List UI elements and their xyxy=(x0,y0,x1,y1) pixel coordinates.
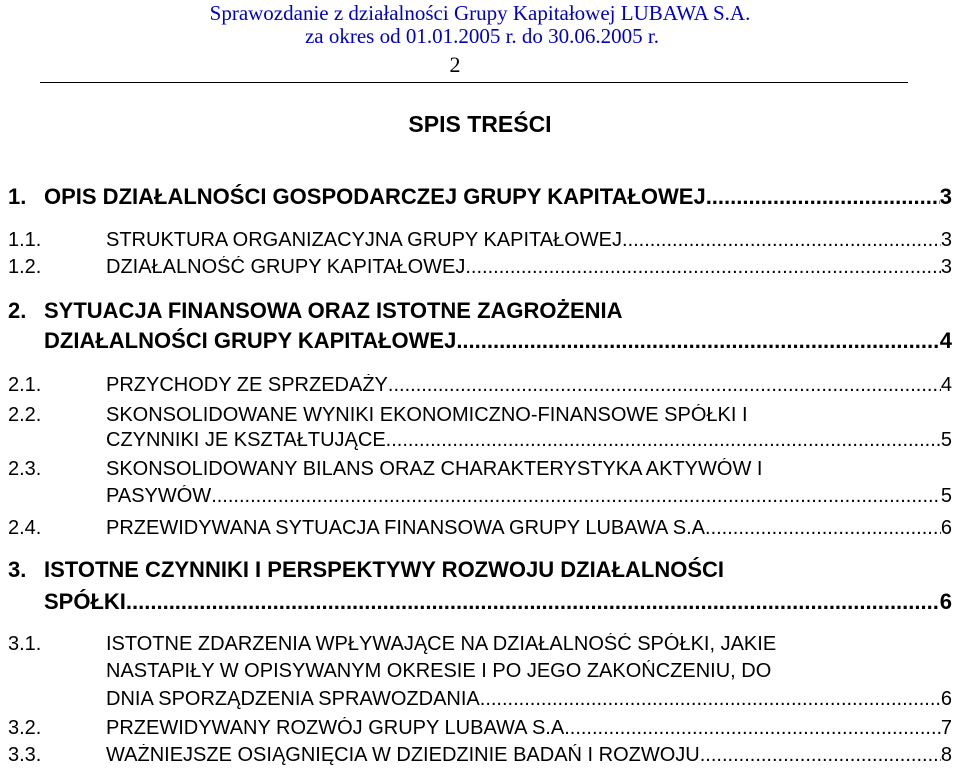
toc-entry-label: PRZYCHODY ZE SPRZEDAŻY xyxy=(106,374,388,396)
toc-entry-number: 2.2. xyxy=(8,404,42,426)
toc-entry-number: 2. xyxy=(8,298,27,323)
toc-entry-page: 3 xyxy=(940,256,952,278)
toc-entry-page: 6 xyxy=(940,688,952,710)
toc-entry-label-continued: DZIAŁALNOŚCI GRUPY KAPITAŁOWEJ xyxy=(44,328,457,353)
dot-leader xyxy=(388,374,941,397)
dot-leader xyxy=(622,229,941,252)
toc-entry-label: PRZEWIDYWANA SYTUACJA FINANSOWA GRUPY LUBAWA S.A. xyxy=(106,517,711,539)
toc-entry-2-4[interactable] xyxy=(0,513,960,539)
dot-leader xyxy=(211,485,941,508)
toc-entry-page: 4 xyxy=(939,328,952,353)
toc-entry-number: 2.4. xyxy=(8,517,42,539)
toc-entry-number: 3.1. xyxy=(8,633,42,655)
toc-entry-page: 6 xyxy=(940,517,952,539)
toc-entry-label: ISTOTNE CZYNNIKI I PERSPEKTYWY ROZWOJU DZIAŁALNOŚCI xyxy=(44,557,725,582)
toc-entry-3-1[interactable] xyxy=(0,632,960,714)
dot-leader xyxy=(570,717,941,740)
toc-entry-label: SYTUACJA FINANSOWA ORAZ ISTOTNE ZAGROŻENIA xyxy=(44,298,623,323)
toc-entry-number: 3.2. xyxy=(8,717,42,739)
toc-entry-label: PRZEWIDYWANY ROZWÓJ GRUPY LUBAWA S.A. xyxy=(106,717,570,739)
dot-leader xyxy=(456,328,939,354)
toc-entry-page: 4 xyxy=(940,374,952,396)
toc-entry-page: 3 xyxy=(939,184,952,209)
toc-entry-label-continued: SPÓŁKI xyxy=(44,589,126,614)
toc-entry-label: WAŻNIEJSZE OSIĄGNIĘCIA W DZIEDZINIE BADAŃ I ROZWOJU xyxy=(106,744,700,766)
toc-entry-number: 1.2. xyxy=(8,256,42,278)
dot-leader xyxy=(706,184,940,210)
toc-entry-page: 5 xyxy=(940,429,952,451)
dot-leader xyxy=(480,688,941,711)
toc-entry-3[interactable] xyxy=(0,555,960,619)
toc-entry-label: OPIS DZIAŁALNOŚCI GOSPODARCZEJ GRUPY KAPITAŁOWEJ xyxy=(44,184,706,209)
toc-entry-3-2[interactable] xyxy=(0,716,960,742)
toc-entry-label-continued: DNIA SPORZĄDZENIA SPRAWOZDANIA xyxy=(106,688,480,710)
dot-leader xyxy=(386,429,941,452)
header-report-period: za okres od 01.01.2005 r. do 30.06.2005 r. xyxy=(304,24,660,48)
dot-leader xyxy=(700,744,941,767)
toc-entry-number: 1.1. xyxy=(8,229,42,251)
toc-entry-number: 1. xyxy=(8,184,27,209)
toc-entry-label: SKONSOLIDOWANY BILANS ORAZ CHARAKTERYSTYKA AKTYWÓW I xyxy=(106,458,763,480)
toc-entry-label: STRUKTURA ORGANIZACYJNA GRUPY KAPITAŁOWEJ xyxy=(106,229,623,251)
toc-entry-3-3[interactable] xyxy=(0,743,960,769)
page-number: 2 xyxy=(449,52,461,77)
toc-entry-number: 3. xyxy=(8,557,27,582)
toc-entry-1-1[interactable] xyxy=(0,228,960,254)
toc-entry-label: SKONSOLIDOWANE WYNIKI EKONOMICZNO-FINANSOWE SPÓŁKI I xyxy=(106,404,748,426)
dot-leader xyxy=(126,589,940,615)
running-header xyxy=(0,2,960,48)
dot-leader xyxy=(465,256,941,279)
toc-entry-label-continued: NASTAPIŁY W OPISYWANYM OKRESIE I PO JEGO ZAKOŃCZENIU, DO xyxy=(106,660,772,682)
toc-entry-number: 2.1. xyxy=(8,374,42,396)
toc-entry-label-continued: CZYNNIKI JE KSZTAŁTUJĄCE xyxy=(106,429,386,451)
toc-entry-1-2[interactable] xyxy=(0,255,960,281)
toc-entry-number: 3.3. xyxy=(8,744,42,766)
toc-entry-1[interactable] xyxy=(0,180,960,212)
toc-entry-2-3[interactable] xyxy=(0,457,960,509)
header-report-title: Sprawozdanie z działalności Grupy Kapitałowej LUBAWA S.A. xyxy=(209,1,751,25)
toc-entry-2-2[interactable] xyxy=(0,403,960,455)
toc-entry-2-1[interactable] xyxy=(0,373,960,399)
toc-entry-number: 2.3. xyxy=(8,458,42,480)
header-divider xyxy=(40,82,908,83)
toc-entry-page: 7 xyxy=(940,717,952,739)
toc-entry-page: 8 xyxy=(940,744,952,766)
toc-entry-label-continued: PASYWÓW xyxy=(106,485,212,507)
toc-title: SPIS TREŚCI xyxy=(408,111,552,137)
toc-entry-page: 6 xyxy=(939,589,952,614)
toc-entry-page: 5 xyxy=(940,485,952,507)
toc-entry-label: DZIAŁALNOŚĆ GRUPY KAPITAŁOWEJ xyxy=(106,256,466,278)
toc-entry-2[interactable] xyxy=(0,296,960,360)
dot-leader xyxy=(711,517,941,540)
toc-entry-page: 3 xyxy=(940,229,952,251)
toc-entry-label: ISTOTNE ZDARZENIA WPŁYWAJĄCE NA DZIAŁALNOŚĆ SPÓŁKI, JAKIE xyxy=(106,633,777,655)
